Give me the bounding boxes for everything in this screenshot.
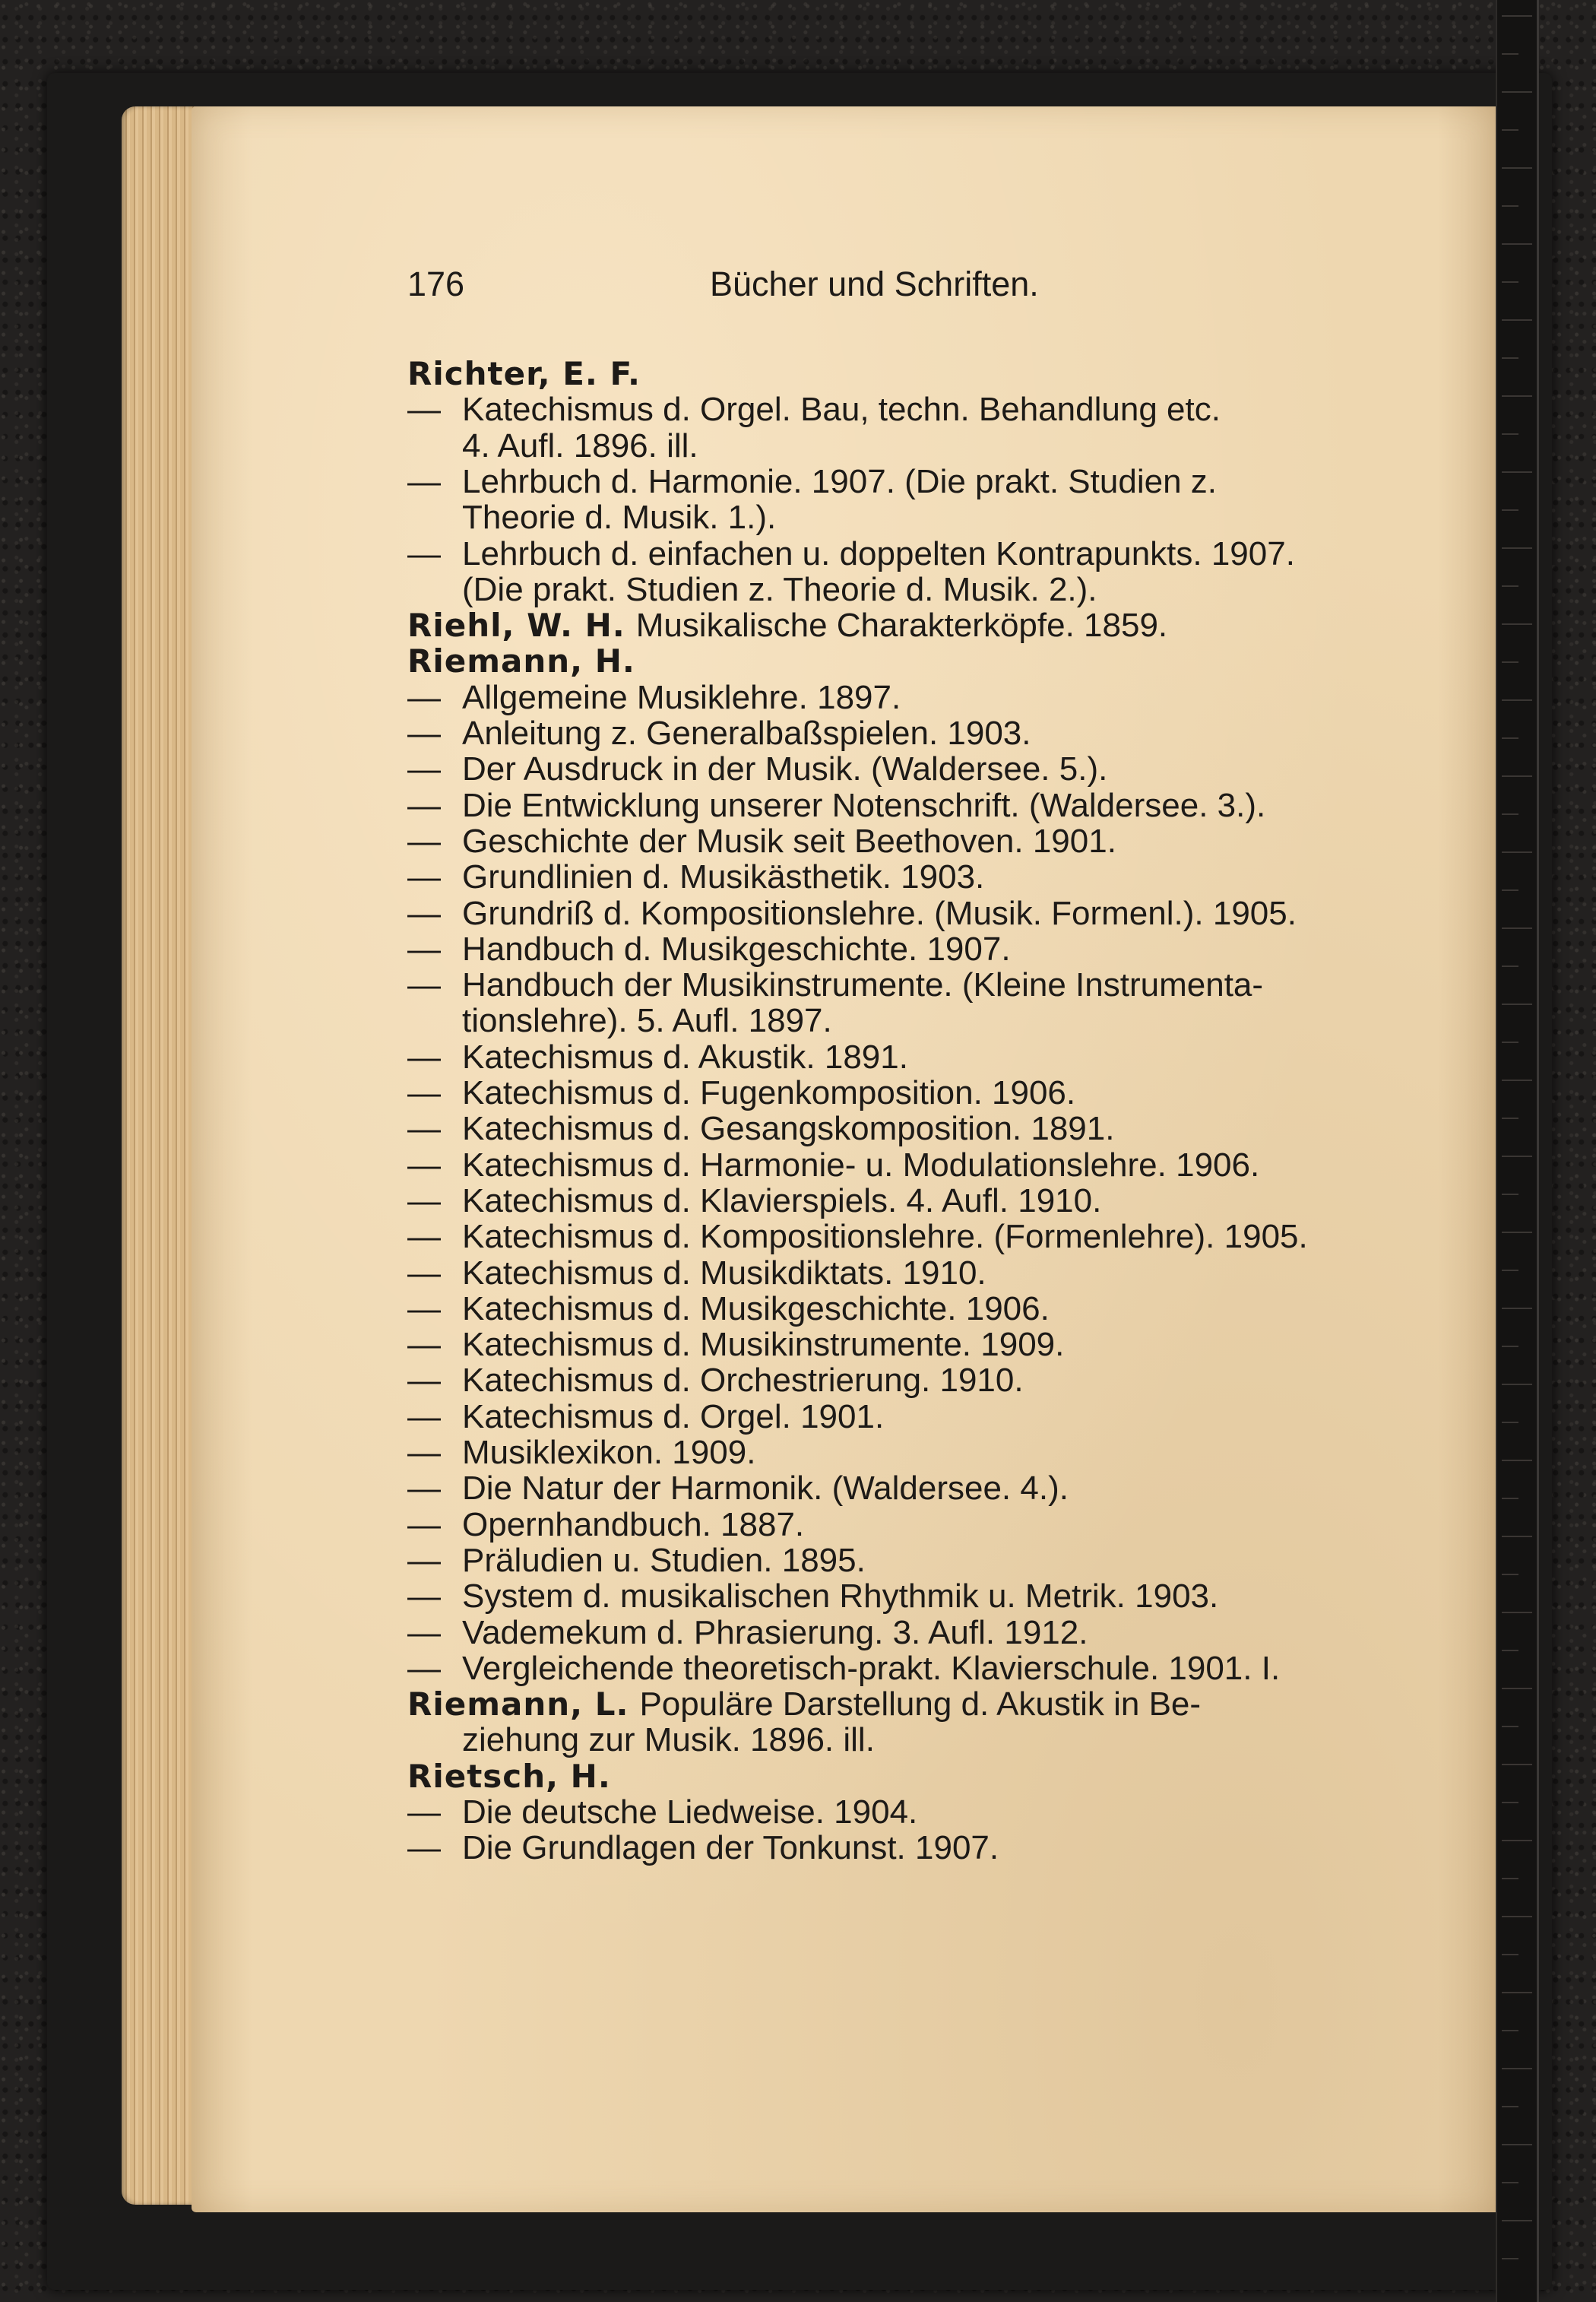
entry-title: Katechismus d. Harmonie- u. Modulationslehre. 1906.	[462, 1146, 1260, 1184]
entry-title: Katechismus d. Gesangskomposition. 1891.	[462, 1110, 1115, 1147]
bibliography-entry	[407, 1039, 1395, 1076]
author-heading	[407, 1686, 1395, 1723]
bibliography-entry	[407, 392, 1395, 428]
dash-mark: —	[407, 1254, 441, 1292]
entry-title: Die Grundlagen der Tonkunst. 1907.	[462, 1829, 999, 1866]
dash-mark: —	[407, 679, 441, 716]
author-name: Riemann, H.	[407, 642, 635, 680]
bibliography-entry	[407, 1147, 1395, 1184]
entry-title: Katechismus d. Akustik. 1891.	[462, 1038, 908, 1076]
entry-title: Geschichte der Musik seit Beethoven. 1901.	[462, 823, 1116, 860]
bibliography-entry	[407, 931, 1395, 968]
bibliography-entry	[407, 1435, 1395, 1471]
bibliography-entry	[407, 1578, 1395, 1615]
bibliography-entry	[407, 1111, 1395, 1147]
entry-continuation-text: ziehung zur Musik. 1896. ill.	[462, 1721, 875, 1758]
bibliography-entry	[407, 536, 1395, 572]
dash-mark: —	[407, 1182, 441, 1219]
author-heading	[407, 1758, 1395, 1795]
dash-mark: —	[407, 391, 441, 428]
author-heading	[407, 356, 1395, 392]
bibliography-entry	[407, 896, 1395, 932]
entry-title: Katechismus d. Musikgeschichte. 1906.	[462, 1290, 1050, 1327]
entry-title: Allgemeine Musiklehre. 1897.	[462, 679, 901, 716]
dash-mark: —	[407, 858, 441, 896]
dash-mark: —	[407, 1577, 441, 1615]
entry-title: Lehrbuch d. einfachen u. doppelten Kontrapunkts. 1907.	[462, 535, 1295, 572]
author-heading	[407, 643, 1395, 680]
bibliography-entry	[407, 1830, 1395, 1866]
bibliography-entry	[407, 1291, 1395, 1327]
bibliography-entry	[407, 464, 1395, 500]
entry-title: Der Ausdruck in der Musik. (Waldersee. 5.).	[462, 750, 1108, 788]
entry-title: Katechismus d. Orgel. 1901.	[462, 1398, 885, 1435]
entry-title: Katechismus d. Musikdiktats. 1910.	[462, 1254, 986, 1292]
bibliography-entry	[407, 1794, 1395, 1831]
entry-title: Opernhandbuch. 1887.	[462, 1506, 805, 1543]
entry-title: Die Entwicklung unserer Notenschrift. (Waldersee. 3.).	[462, 787, 1266, 824]
entry-title: Die Natur der Harmonik. (Waldersee. 4.).	[462, 1470, 1069, 1507]
dash-mark: —	[407, 1398, 441, 1435]
author-heading	[407, 607, 1395, 644]
bibliography-entry	[407, 751, 1395, 788]
dash-mark: —	[407, 1650, 441, 1687]
dash-mark: —	[407, 1362, 441, 1399]
dash-mark: —	[407, 1290, 441, 1327]
author-name: Rietsch, H.	[407, 1758, 611, 1795]
entry-continuation	[407, 1003, 1395, 1039]
bibliography-entry	[407, 1399, 1395, 1435]
entry-continuation-text: (Die prakt. Studien z. Theorie d. Musik. 2.).	[462, 571, 1097, 608]
dash-mark: —	[407, 1038, 441, 1076]
entry-continuation-text: 4. Aufl. 1896. ill.	[462, 427, 698, 465]
dash-mark: —	[407, 966, 441, 1004]
dash-mark: —	[407, 1614, 441, 1651]
dash-mark: —	[407, 750, 441, 788]
entry-title: Handbuch der Musikinstrumente. (Kleine Instrumenta-	[462, 966, 1264, 1004]
dash-mark: —	[407, 1542, 441, 1579]
entry-title: Anleitung z. Generalbaßspielen. 1903.	[462, 715, 1031, 752]
running-head: Bücher und Schriften.	[710, 265, 1039, 303]
bibliography-entry	[407, 1362, 1395, 1399]
bibliography-entry	[407, 1543, 1395, 1579]
entry-title: Präludien u. Studien. 1895.	[462, 1542, 866, 1579]
entry-continuation	[407, 428, 1395, 465]
bibliography-entry	[407, 680, 1395, 716]
dash-mark: —	[407, 895, 441, 932]
entry-title: Katechismus d. Orgel. Bau, techn. Behandlung etc.	[462, 391, 1221, 428]
bibliography-entry	[407, 967, 1395, 1004]
entry-title: Lehrbuch d. Harmonie. 1907. (Die prakt. Studien z.	[462, 463, 1217, 500]
dash-mark: —	[407, 1074, 441, 1111]
dash-mark: —	[407, 1146, 441, 1184]
entry-title: Grundriß d. Kompositionslehre. (Musik. Formenl.). 1905.	[462, 895, 1297, 932]
dash-mark: —	[407, 1110, 441, 1147]
page-number: 176	[407, 265, 465, 303]
bibliography-entry	[407, 1470, 1395, 1507]
bibliography-entry	[407, 1507, 1395, 1543]
author-name: Richter, E. F.	[407, 355, 641, 392]
entry-title: Katechismus d. Musikinstrumente. 1909.	[462, 1326, 1065, 1363]
bibliography-entry	[407, 1183, 1395, 1219]
dash-mark: —	[407, 1470, 441, 1507]
entry-title: Populäre Darstellung d. Akustik in Be-	[639, 1685, 1202, 1723]
entry-title: Katechismus d. Kompositionslehre. (Formenlehre). 1905.	[462, 1218, 1308, 1255]
entry-title: Vademekum d. Phrasierung. 3. Aufl. 1912.	[462, 1614, 1088, 1651]
author-name: Riemann, L.	[407, 1685, 629, 1723]
bibliography-entry	[407, 823, 1395, 860]
bibliography-entry	[407, 1615, 1395, 1651]
dash-mark: —	[407, 1506, 441, 1543]
dash-mark: —	[407, 463, 441, 500]
entry-title: Die deutsche Liedweise. 1904.	[462, 1793, 918, 1831]
bibliography-entry	[407, 859, 1395, 896]
entry-title: Vergleichende theoretisch-prakt. Klavierschule. 1901. I.	[462, 1650, 1281, 1687]
bibliography-entry	[407, 1219, 1395, 1255]
entry-title: Katechismus d. Orchestrierung. 1910.	[462, 1362, 1024, 1399]
bibliography-entry	[407, 715, 1395, 752]
entry-continuation	[407, 499, 1395, 536]
entry-title: Katechismus d. Klavierspiels. 4. Aufl. 1910.	[462, 1182, 1102, 1219]
entry-continuation-text: Theorie d. Musik. 1.).	[462, 499, 777, 536]
entry-title: Grundlinien d. Musikästhetik. 1903.	[462, 858, 985, 896]
dash-mark: —	[407, 1218, 441, 1255]
entry-continuation	[407, 1722, 1395, 1758]
entry-title: Handbuch d. Musikgeschichte. 1907.	[462, 931, 1011, 968]
dash-mark: —	[407, 1793, 441, 1831]
dash-mark: —	[407, 1326, 441, 1363]
entry-title: Musikalische Charakterköpfe. 1859.	[635, 607, 1168, 644]
author-name: Riehl, W. H.	[407, 607, 625, 644]
entry-title: Musiklexikon. 1909.	[462, 1434, 756, 1471]
bibliography-entry	[407, 1327, 1395, 1363]
dash-mark: —	[407, 823, 441, 860]
bibliography-entry	[407, 1650, 1395, 1687]
dash-mark: —	[407, 1434, 441, 1471]
entry-title: System d. musikalischen Rhythmik u. Metrik. 1903.	[462, 1577, 1219, 1615]
bibliography-entry	[407, 1075, 1395, 1111]
dash-mark: —	[407, 1829, 441, 1866]
bibliography-entry	[407, 1255, 1395, 1292]
dash-mark: —	[407, 787, 441, 824]
dash-mark: —	[407, 931, 441, 968]
dash-mark: —	[407, 715, 441, 752]
dash-mark: —	[407, 535, 441, 572]
bibliography-entry	[407, 788, 1395, 824]
entry-continuation-text: tionslehre). 5. Aufl. 1897.	[462, 1002, 832, 1039]
entry-continuation	[407, 572, 1395, 608]
entry-title: Katechismus d. Fugenkomposition. 1906.	[462, 1074, 1076, 1111]
